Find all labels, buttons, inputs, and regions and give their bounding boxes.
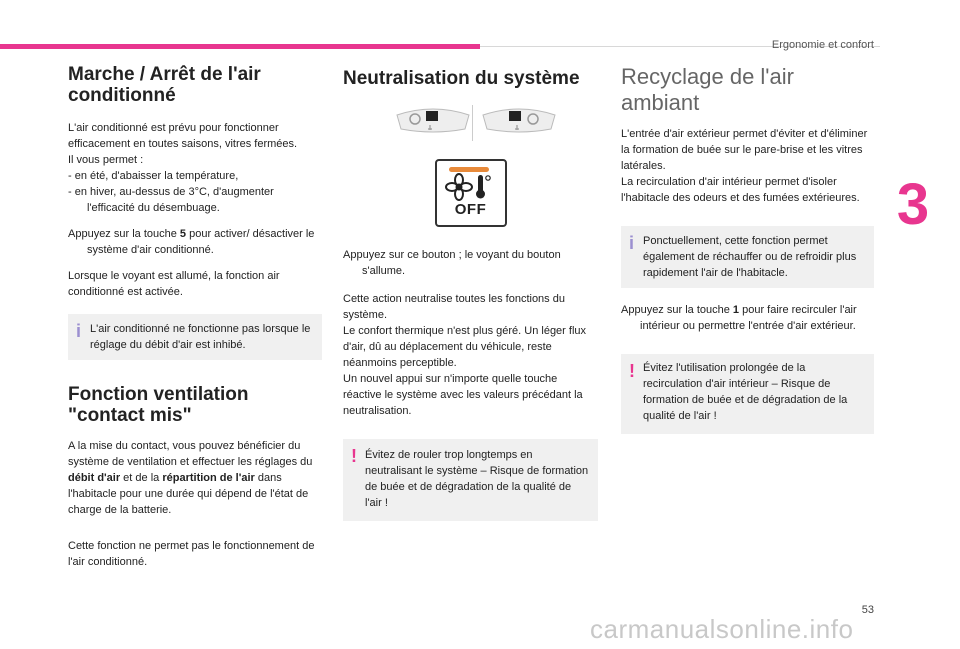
column-neutralisation bbox=[343, 64, 598, 521]
paragraph-indicator: Lorsque le voyant est allumé, la fonction air conditionné est activée. bbox=[68, 270, 280, 298]
step-press-button: Appuyez sur ce bouton ; le voyant du bouton s'allume. bbox=[343, 249, 561, 277]
column-recirculation bbox=[621, 64, 874, 434]
vents-illustration bbox=[343, 105, 598, 145]
paragraph-reactivate: Un nouvel appui sur n'importe quelle touche réactive le système avec les valeurs précédant la neutralisation. bbox=[343, 373, 583, 417]
warning-icon: ! bbox=[629, 361, 635, 381]
heading-recirculation: Recyclage de l'air ambiant bbox=[621, 64, 794, 115]
info-icon: i bbox=[76, 321, 82, 341]
left-vent-icon bbox=[393, 105, 473, 135]
fan-temperature-icon bbox=[443, 167, 499, 201]
ac-off-button[interactable] bbox=[435, 159, 507, 227]
paragraph-ac-intro: L'air conditionné est prévu pour fonctionner efficacement en toutes saisons, vitres fermées. bbox=[68, 122, 298, 150]
paragraph-comfort: Le confort thermique n'est plus géré. Un léger flux d'air, dû au déplacement du véhicule, reste néanmoins perceptible. bbox=[343, 325, 587, 369]
step-press-key-5: Appuyez sur la touche 5 pour activer/ désactiver le système d'air conditionné. bbox=[68, 228, 315, 256]
right-vent-icon bbox=[479, 105, 559, 135]
info-icon: i bbox=[629, 233, 635, 253]
heading-neutralisation: Neutralisation du système bbox=[343, 68, 580, 89]
warning-icon: ! bbox=[351, 446, 357, 466]
paragraph-neutralise: Cette action neutralise toutes les fonctions du système. bbox=[343, 293, 565, 321]
info-box-ac: i L'air conditionné ne fonctionne pas lorsque le réglage du débit d'air est inhibé. bbox=[68, 314, 322, 360]
warning-box-recirculation: ! Évitez l'utilisation prolongée de la recirculation d'air intérieur – Risque de formation de buée et de dégradation de la qualité de l'air ! bbox=[621, 354, 874, 434]
info-box-recirculation: i Ponctuellement, cette fonction permet également de réchauffer ou de refroidir plus rapidement l'air de l'habitacle. bbox=[621, 226, 874, 288]
page-number: 53 bbox=[861, 604, 874, 616]
list-item-winter: - en hiver, au-dessus de 3°C, d'augmenter l'efficacité du désembuage. bbox=[68, 186, 274, 214]
off-label: OFF bbox=[454, 201, 487, 218]
chapter-number: 3 bbox=[896, 172, 930, 237]
warning-box-neutralisation: ! Évitez de rouler trop longtemps en neutralisant le système – Risque de formation de buée et de dégradation de la qualité de l'air ! bbox=[343, 439, 598, 521]
watermark: carmanualsonline.info bbox=[590, 614, 854, 644]
list-item-summer: - en été, d'abaisser la température, bbox=[68, 170, 239, 182]
paragraph-ac-allows: Il vous permet : bbox=[68, 154, 144, 166]
heading-ac-on-off: Marche / Arrêt de l'air conditionné bbox=[68, 64, 261, 106]
paragraph-outside-air: L'entrée d'air extérieur permet d'éviter et d'éliminer la formation de buée sur le pare-brise et les vitres latérales. bbox=[621, 128, 868, 172]
step-press-key-1: Appuyez sur la touche 1 pour faire recirculer l'air intérieur ou permettre l'entrée d'air extérieur. bbox=[621, 304, 857, 332]
column-air-conditioning bbox=[68, 64, 322, 570]
heading-ventilation: Fonction ventilation "contact mis" bbox=[68, 384, 249, 426]
header-accent-bar bbox=[0, 44, 480, 49]
paragraph-ventilation: A la mise du contact, vous pouvez bénéficier du système de ventilation et effectuer les réglages du débit d'air et de la répartition de l'air dans l'habitacle pour une durée qui dépend de l'état de charge de la batterie. bbox=[68, 440, 313, 516]
paragraph-no-ac: Cette fonction ne permet pas le fonctionnement de l'air conditionné. bbox=[68, 540, 315, 568]
section-title: Ergonomie et confort bbox=[771, 39, 874, 51]
paragraph-inside-air: La recirculation d'air intérieur permet d'isoler l'habitacle des odeurs et des fumées extérieures. bbox=[621, 176, 860, 204]
vents-divider bbox=[472, 105, 473, 141]
